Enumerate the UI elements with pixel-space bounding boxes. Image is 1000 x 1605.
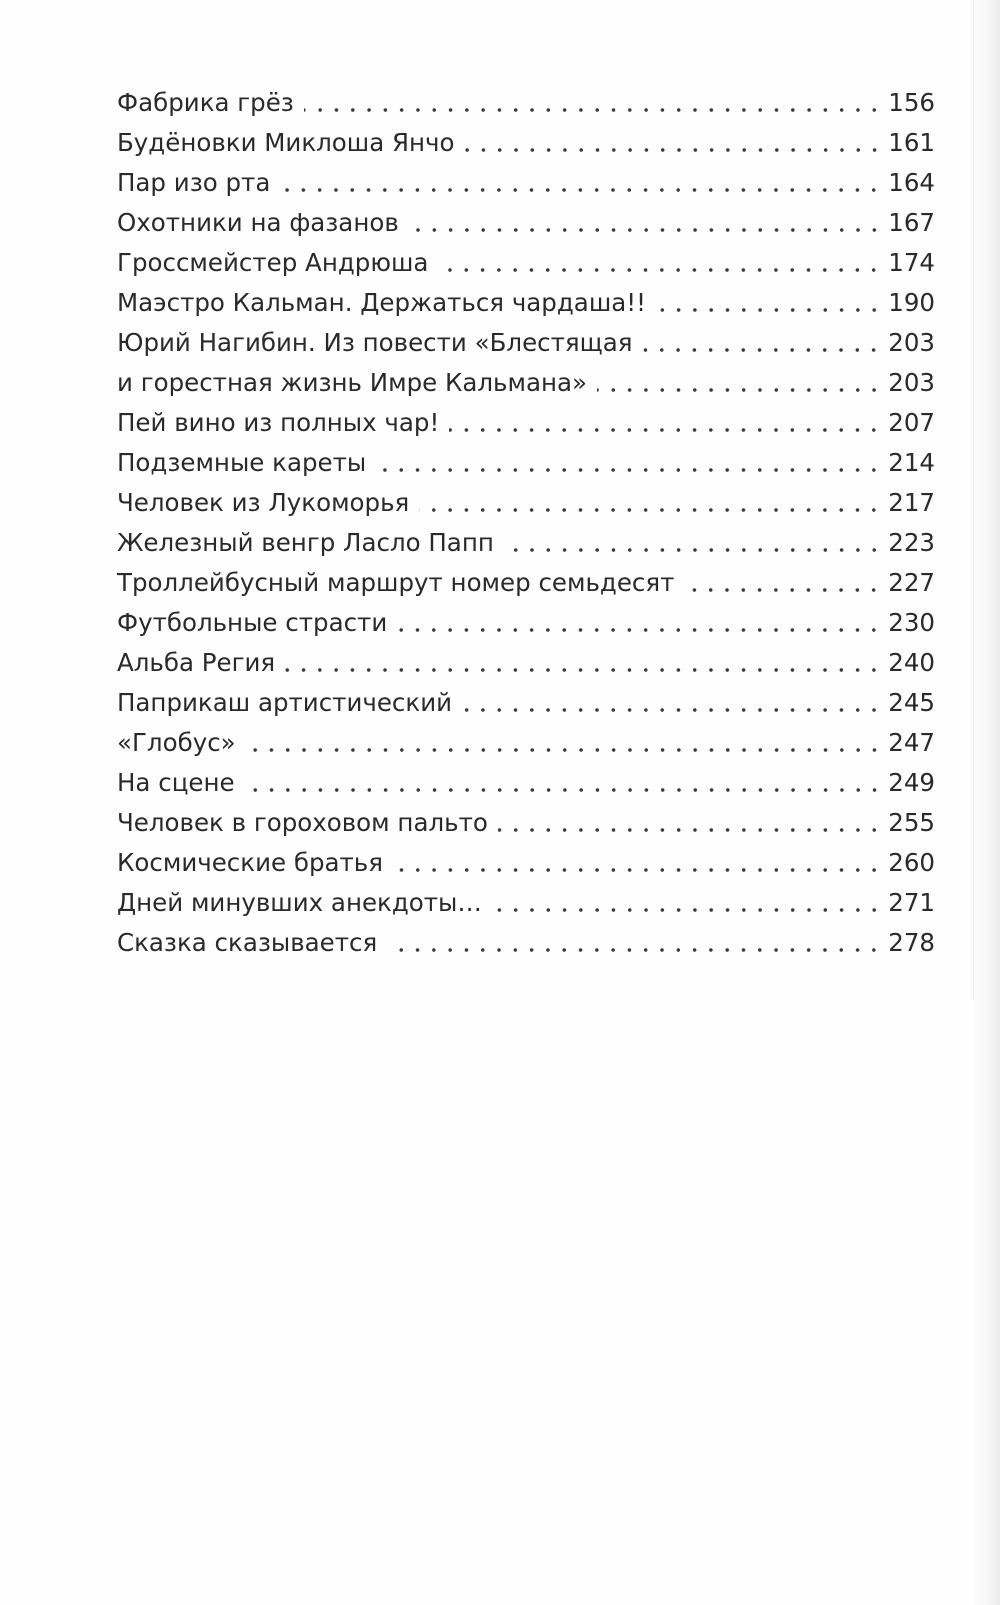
- toc-entry-page: 249: [888, 768, 935, 797]
- toc-entry-page: 255: [888, 808, 935, 837]
- toc-entry-title: Будёновки Миклоша Янчо: [117, 128, 455, 157]
- toc-entry: [117, 163, 935, 203]
- toc-entry-title: Юрий Нагибин. Из повести «Блестящая: [117, 328, 633, 357]
- toc-dot-leader: [492, 905, 882, 915]
- toc-entry-page: 247: [888, 728, 935, 757]
- toc-dot-leader: [449, 425, 882, 435]
- toc-entry-title: Сказка сказывается: [117, 928, 378, 957]
- toc-entry-page: 245: [888, 688, 935, 717]
- toc-dot-leader: [597, 385, 882, 395]
- toc-entry: [117, 763, 935, 803]
- toc-entry: [117, 403, 935, 443]
- toc-entry: [117, 523, 935, 563]
- toc-entry-title: Подземные кареты: [117, 448, 367, 477]
- toc-entry-page: 167: [888, 208, 935, 237]
- toc-entry: [117, 923, 935, 963]
- toc-entry-page: 240: [888, 648, 935, 677]
- toc-entry-title: Фабрика грёз: [117, 88, 294, 117]
- toc-entry-title: «Глобус»: [117, 728, 236, 757]
- toc-dot-leader: [387, 945, 882, 955]
- toc-entry: [117, 643, 935, 683]
- toc-entry: [117, 603, 935, 643]
- toc-dot-leader: [393, 865, 882, 875]
- toc-entry-page: 227: [888, 568, 935, 597]
- toc-entry-page: 271: [888, 888, 935, 917]
- toc-entry-page: 190: [888, 288, 935, 317]
- toc-entry: [117, 283, 935, 323]
- toc-entry-page: 260: [888, 848, 935, 877]
- toc-entry-page: 156: [888, 88, 935, 117]
- toc-entry-title: Человек в гороховом пальто: [117, 808, 488, 837]
- toc-dot-leader: [280, 185, 882, 195]
- toc-dot-leader: [438, 265, 882, 275]
- toc-entry-title: На сцене: [117, 768, 235, 797]
- toc-entry-page: 161: [888, 128, 935, 157]
- toc-dot-leader: [246, 745, 883, 755]
- toc-entry: [117, 123, 935, 163]
- toc-entry: [117, 363, 935, 403]
- toc-entry: [117, 323, 935, 363]
- toc-entry: [117, 843, 935, 883]
- toc-entry: [117, 723, 935, 763]
- toc-entry-title: Маэстро Кальман. Держаться чардаша!!: [117, 288, 646, 317]
- toc-dot-leader: [684, 585, 882, 595]
- toc-entry-page: 203: [888, 328, 935, 357]
- toc-entry-title: и горестная жизнь Имре Кальмана»: [117, 368, 588, 397]
- toc-entry-title: Гроссмейстер Андрюша: [117, 248, 429, 277]
- page-edge-shadow: [972, 0, 1000, 1605]
- toc-dot-leader: [504, 545, 882, 555]
- toc-entry: [117, 563, 935, 603]
- toc-entry-title: Человек из Лукоморья: [117, 488, 410, 517]
- toc-entry-title: Пар изо рта: [117, 168, 271, 197]
- toc-entry-title: Альба Регия: [117, 648, 276, 677]
- toc-entry-title: Футбольные страсти: [117, 608, 388, 637]
- toc-dot-leader: [656, 305, 882, 315]
- toc-entry-title: Пей вино из полных чар!: [117, 408, 440, 437]
- toc-dot-leader: [462, 705, 882, 715]
- toc-entry: [117, 203, 935, 243]
- toc-dot-leader: [419, 505, 882, 515]
- toc-dot-leader: [397, 625, 882, 635]
- toc-entry: [117, 683, 935, 723]
- toc-entry-page: 217: [888, 488, 935, 517]
- toc-entry-title: Железный венгр Ласло Папп: [117, 528, 494, 557]
- toc-entry-page: 203: [888, 368, 935, 397]
- toc-entry-title: Охотники на фазанов: [117, 208, 399, 237]
- toc-entry-title: Дней минувших анекдоты…: [117, 888, 482, 917]
- toc-dot-leader: [245, 785, 883, 795]
- toc-entry: [117, 243, 935, 283]
- toc-entry: [117, 443, 935, 483]
- table-of-contents: [117, 83, 935, 963]
- toc-entry-title: Космические братья: [117, 848, 383, 877]
- toc-entry: [117, 83, 935, 123]
- toc-dot-leader: [465, 145, 883, 155]
- toc-dot-leader: [642, 345, 882, 355]
- toc-entry: [117, 483, 935, 523]
- toc-entry-page: 278: [888, 928, 935, 957]
- toc-dot-leader: [409, 225, 882, 235]
- toc-entry: [117, 803, 935, 843]
- toc-entry-page: 214: [888, 448, 935, 477]
- toc-entry-page: 164: [888, 168, 935, 197]
- toc-entry: [117, 883, 935, 923]
- toc-entry-page: 174: [888, 248, 935, 277]
- toc-entry-title: Троллейбусный маршрут номер семьдесят: [117, 568, 675, 597]
- toc-dot-leader: [285, 665, 882, 675]
- toc-dot-leader: [376, 465, 882, 475]
- toc-dot-leader: [304, 105, 882, 115]
- toc-entry-title: Паприкаш артистический: [117, 688, 453, 717]
- page-edge-line: [973, 0, 974, 1000]
- toc-entry-page: 230: [888, 608, 935, 637]
- toc-dot-leader: [498, 825, 882, 835]
- toc-entry-page: 223: [888, 528, 935, 557]
- toc-entry-page: 207: [888, 408, 935, 437]
